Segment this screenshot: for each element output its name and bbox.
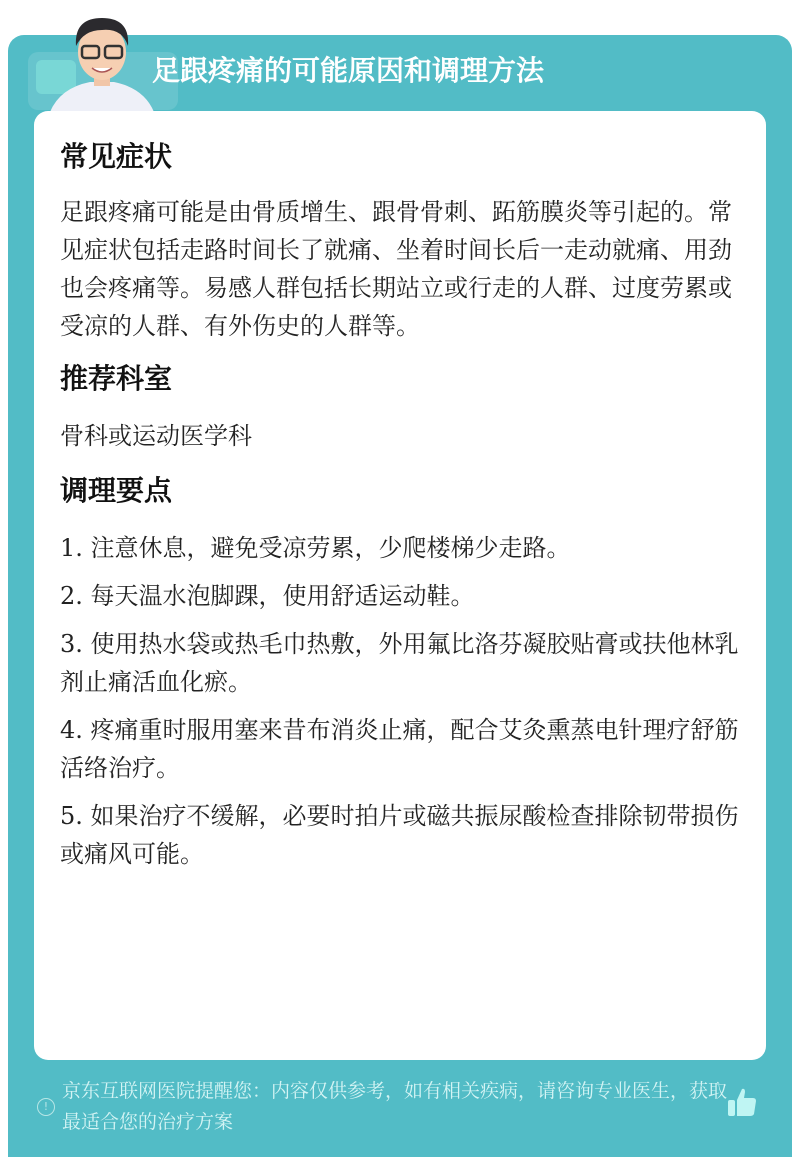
list-item: 3. 使用热水袋或热毛巾热敷，外用氟比洛芬凝胶贴膏或扶他林乳剂止痛活血化瘀。 bbox=[60, 630, 739, 696]
list-item: 1. 注意休息，避免受凉劳累，少爬楼梯少走路。 bbox=[60, 534, 571, 562]
department-heading: 推荐科室 bbox=[60, 362, 173, 395]
doctor-avatar bbox=[50, 10, 154, 112]
page-title: 足跟疼痛的可能原因和调理方法 bbox=[152, 54, 545, 87]
list-item: 4. 疼痛重时服用塞来昔布消炎止痛，配合艾灸熏蒸电针理疗舒筋活络治疗。 bbox=[60, 716, 739, 782]
list-item: 2. 每天温水泡脚踝，使用舒适运动鞋。 bbox=[60, 582, 475, 610]
content-panel bbox=[34, 111, 766, 1060]
list-item: 5. 如果治疗不缓解，必要时拍片或磁共振尿酸检查排除韧带损伤或痛风可能。 bbox=[60, 802, 739, 868]
care-heading: 调理要点 bbox=[60, 474, 173, 507]
symptoms-text: 足跟疼痛可能是由骨质增生、跟骨骨刺、跖筋膜炎等引起的。常见症状包括走路时间长了就痛、坐着时间长后一走动就痛、用劲也会疼痛等。易感人群包括长期站立或行走的人群、过度劳累或受凉的人群、有外伤史的人群等。 bbox=[60, 198, 732, 340]
care-list bbox=[60, 529, 740, 873]
thumbs-up-icon[interactable] bbox=[726, 1086, 758, 1118]
symptoms-heading: 常见症状 bbox=[60, 140, 173, 173]
info-icon: ! bbox=[37, 1098, 55, 1116]
department-text: 骨科或运动医学科 bbox=[60, 422, 252, 450]
disclaimer-text: 京东互联网医院提醒您：内容仅供参考，如有相关疾病，请咨询专业医生，获取最适合您的治疗方案 bbox=[62, 1080, 728, 1133]
